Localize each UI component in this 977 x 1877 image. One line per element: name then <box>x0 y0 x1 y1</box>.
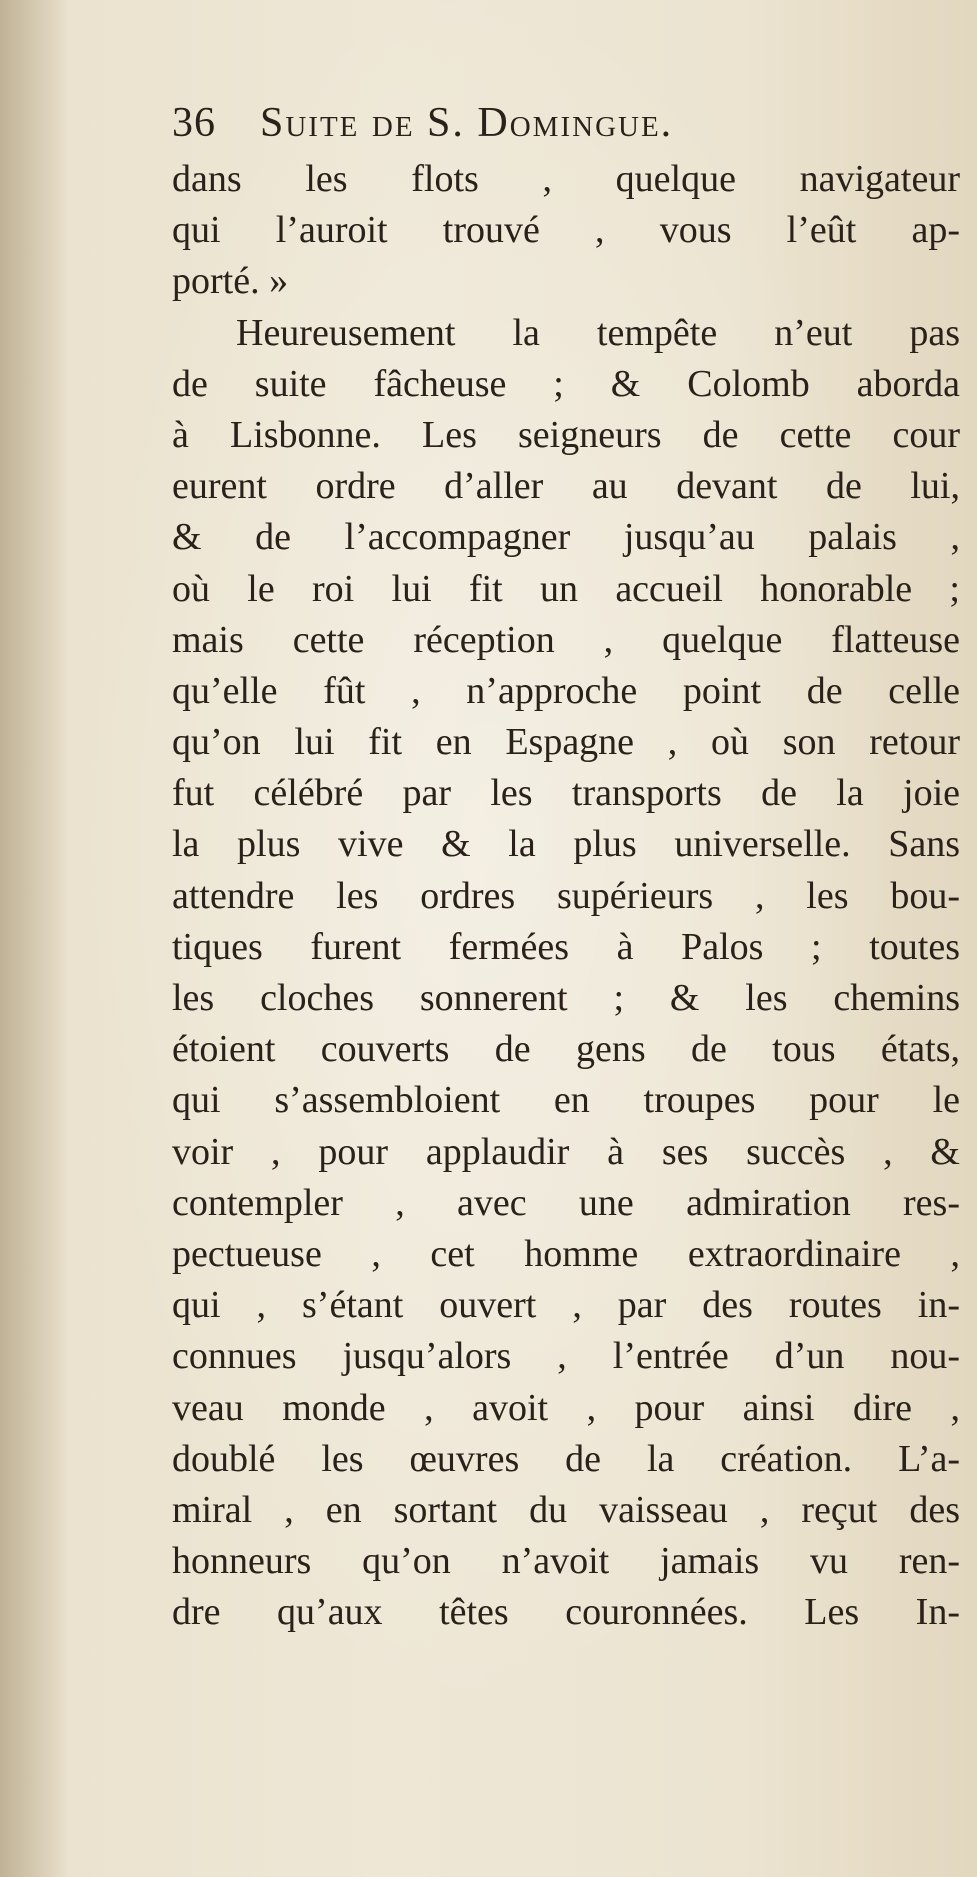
text-line-11: qu’elle fût , n’approche point de celle <box>172 669 960 712</box>
text-line-24: connues jusqu’alors , l’entrée d’un nou- <box>172 1335 960 1378</box>
text-line-20: voir , pour applaudir à ses succès , & <box>172 1130 960 1173</box>
text-line-6: à Lisbonne. Les seigneurs de cette cour <box>172 413 960 456</box>
text-line-23: qui , s’étant ouvert , par des routes in- <box>172 1284 960 1327</box>
text-line-7: eurent ordre d’aller au devant de lui, <box>172 465 960 508</box>
text-line-22: pectueuse , cet homme extraordinaire , <box>172 1232 960 1275</box>
page-header <box>172 92 960 154</box>
text-line-1: dans les flots , quelque navigateur <box>172 158 960 200</box>
text-line-17: les cloches sonnerent ; & les chemins <box>172 977 960 1019</box>
page-number: 36 <box>172 100 216 146</box>
running-title: Suite de S. Domingue. <box>260 100 674 146</box>
text-line-13: fut célébré par les transports de la joie <box>172 772 960 815</box>
text-line-14: la plus vive & la plus universelle. Sans <box>172 823 960 866</box>
text-line-2: qui l’auroit trouvé , vous l’eût ap- <box>172 209 960 252</box>
text-line-27: miral , en sortant du vaisseau , reçut des <box>172 1488 960 1531</box>
text-line-5: de suite fâcheuse ; & Colomb aborda <box>172 362 960 405</box>
body-text <box>172 154 960 1638</box>
text-line-28: honneurs qu’on n’avoit jamais vu ren- <box>172 1540 960 1583</box>
text-line-18: étoient couverts de gens de tous états, <box>172 1028 960 1071</box>
gutter-shadow <box>0 0 70 1877</box>
text-line-16: tiques furent fermées à Palos ; toutes <box>172 925 960 968</box>
text-line-12: qu’on lui fit en Espagne , où son retour <box>172 721 960 764</box>
text-line-26: doublé les œuvres de la création. L’a- <box>172 1437 960 1480</box>
text-line-9: où le roi lui fit un accueil honorable ; <box>172 567 960 610</box>
text-line-19: qui s’assembloient en troupes pour le <box>172 1079 960 1122</box>
text-line-10: mais cette réception , quelque flatteuse <box>172 618 960 661</box>
text-line-8: & de l’accompagner jusqu’au palais , <box>172 516 960 559</box>
text-line-29: dre qu’aux têtes couronnées. Les In- <box>172 1591 960 1634</box>
text-line-21: contempler , avec une admiration res- <box>172 1181 960 1224</box>
text-line-4: Heureusement la tempête n’eut pas <box>236 311 960 354</box>
text-line-15: attendre les ordres supérieurs , les bou- <box>172 874 960 917</box>
page-content <box>172 92 960 1638</box>
text-line-3: porté. » <box>172 260 289 303</box>
text-line-25: veau monde , avoit , pour ainsi dire , <box>172 1386 960 1429</box>
